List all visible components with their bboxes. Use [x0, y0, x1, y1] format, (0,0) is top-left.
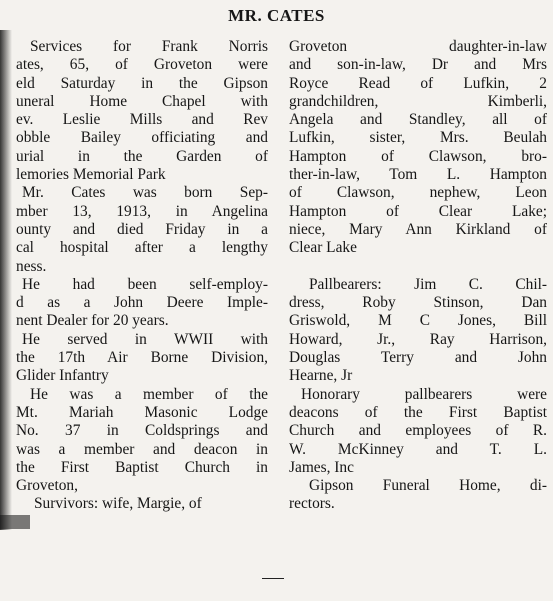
text-line: Douglas Terry and John — [289, 349, 547, 367]
text-line: dress, Roby Stinson, Dan — [289, 294, 547, 312]
text-line: Hearne, Jr — [289, 367, 353, 385]
text-line: ness. — [16, 257, 47, 275]
text-line: cal hospital after a lengthy — [16, 239, 268, 257]
text-line: Angela and Standley, all of — [289, 111, 547, 129]
text-line: Glider Infantry — [16, 367, 109, 385]
text-line: Hampton of Clear Lake; — [289, 202, 547, 220]
text-line: Hampton of Clawson, bro- — [289, 147, 547, 165]
text-line: Groveton, — [16, 477, 78, 495]
text-line: Howard, Jr., Ray Harrison, — [289, 330, 547, 348]
text-line: uneral Home Chapel with — [16, 92, 268, 110]
text-line: rectors. — [289, 495, 335, 513]
text-line: ev. Leslie Mills and Rev — [16, 111, 268, 129]
right-column — [289, 38, 547, 514]
text-line: ounty and died Friday in a — [16, 220, 268, 238]
text-line: the 17th Air Borne Division, — [16, 349, 268, 367]
text-line: niece, Mary Ann Kirkland of — [289, 220, 547, 238]
text-line: Mt. Mariah Masonic Lodge — [16, 403, 268, 421]
text-line: Griswold, M C Jones, Bill — [289, 312, 547, 330]
text-line: of Clawson, nephew, Leon — [289, 184, 547, 202]
column-rule — [262, 578, 284, 579]
text-line: ther-in-law, Tom L. Hampton — [289, 166, 547, 184]
text-line: Groveton daughter-in-law — [289, 38, 547, 55]
scan-shadow-edge — [0, 30, 12, 530]
text-line: lemories Memorial Park — [16, 166, 166, 184]
text-line: W. McKinney and T. L. — [289, 440, 547, 458]
scan-ink-mark — [0, 515, 30, 529]
text-line: Survivors: wife, Margie, of — [34, 495, 202, 513]
paragraph-gap — [289, 258, 547, 276]
text-line: mber 13, 1913, in Angelina — [16, 202, 268, 220]
text-line: was a member and deacon in — [16, 440, 268, 458]
text-line: Church and employees of R. — [289, 422, 547, 440]
text-line: Honorary pallbearers were — [301, 385, 547, 403]
text-line: He had been self-employ- — [22, 275, 268, 293]
text-line: He served in WWII with — [22, 330, 268, 348]
text-line: urial in the Garden of — [16, 147, 268, 165]
text-line: ates, 65, of Groveton were — [16, 56, 268, 74]
text-line: Lufkin, sister, Mrs. Beulah — [289, 129, 547, 147]
text-line: James, Inc — [289, 458, 354, 476]
text-line: and son-in-law, Dr and Mrs — [289, 56, 547, 74]
text-line: Services for Frank Norris — [30, 38, 268, 55]
obituary-title: MR. CATES — [228, 6, 325, 25]
text-line: Mr. Cates was born Sep- — [22, 184, 268, 202]
text-line: No. 37 in Coldsprings and — [16, 422, 268, 440]
text-line: nent Dealer for 20 years. — [16, 312, 169, 330]
text-line: Royce Read of Lufkin, 2 — [289, 74, 547, 92]
left-column — [16, 38, 268, 514]
text-line: obble Bailey officiating and — [16, 129, 268, 147]
text-line: Clear Lake — [289, 239, 357, 257]
text-line: He was a member of the — [30, 385, 268, 403]
text-line: d as a John Deere Imple- — [16, 294, 268, 312]
text-line: grandchildren, Kimberli, — [289, 92, 547, 110]
text-line: Gipson Funeral Home, di- — [309, 477, 547, 495]
text-line: the First Baptist Church in — [16, 458, 268, 476]
text-line: Pallbearers: Jim C. Chil- — [309, 275, 547, 293]
text-line: deacons of the First Baptist — [289, 403, 547, 421]
text-line: eld Saturday in the Gipson — [16, 74, 268, 92]
